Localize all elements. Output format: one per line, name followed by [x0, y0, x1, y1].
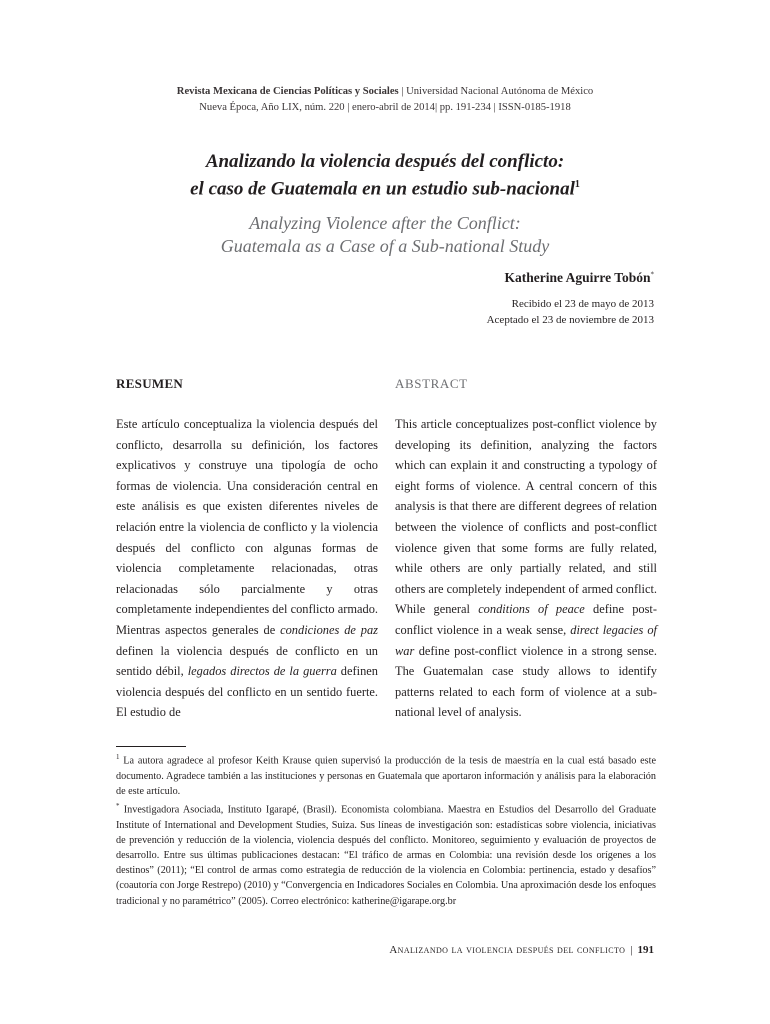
resumen-body: [116, 414, 378, 723]
abstract-italic-1: conditions of peace: [478, 602, 585, 617]
footnotes: [116, 750, 656, 909]
abstract-text-2: define post-conflict violence in a weak sense,: [395, 602, 657, 637]
abstract-text-3: define post-conflict violence in a strong sense. The Guatemalan case study allows to identify patterns related to each form of violence at a sub-national level of analysis.: [395, 643, 657, 720]
author-name: Katherine Aguirre Tobón: [504, 270, 651, 285]
abstract-text-1: This article conceptualizes post-conflict violence by developing its definition, analyzing the factors which can explain it and constructing a typology of eight forms of violence. A central concern of this analysis is that there are different degrees of relation between the violence of conflicts and post-conflict violence given that some forms are fully related, while others are only partially related, and still others are completely independent of armed conflict. While general: [395, 417, 657, 617]
title-spanish-line1: Analizando la violencia después del conflicto:: [205, 151, 565, 172]
accepted-date: Aceptado el 23 de noviembre de 2013: [486, 314, 654, 326]
footnote-1: [116, 750, 656, 799]
received-date: Recibido el 23 de mayo de 2013: [511, 298, 654, 310]
title-footnote-mark: 1: [574, 179, 580, 190]
resumen-heading: RESUMEN: [116, 376, 184, 391]
footnote-2-text: Investigadora Asociada, Instituto Igarapé, (Brasil). Economista colombiana. Maestra en Estudios del Desarrollo del Graduate Institute of International and Development Studies, Suiza. Sus líneas de investigación son: estadísticas sobre violencia, iniciativas de prevención y reducción de la violencia, violencia después del conflicto. Monitoreo, seguimiento y evaluación de proyectos de desarrollo. Entre sus últimas publicaciones destacan: “El tráfico de armas en Colombia: una revisión desde los orígenes a los destinos” (2011); “El control de armas como estrategia de reducción de la violencia en Colombia: pertinencia, estado y desafíos” (coautoría con Jorge Restrepo) (2010) y “Convergencia en Indicadores Sociales en Colombia. Una aproximación desde los enfoques tradicional y no paramétrico” (2005). Correo electrónico: katherine@igarape.org.br: [116, 804, 657, 907]
title-english: [0, 212, 770, 258]
footnote-2: [116, 799, 656, 909]
footer-separator: |: [630, 944, 633, 956]
author: [504, 270, 654, 286]
article-dates: [487, 296, 654, 328]
journal-header: [0, 84, 770, 116]
title-english-line1: Analyzing Violence after the Conflict:: [249, 213, 521, 234]
footnote-2-mark: *: [116, 802, 120, 810]
journal-header-line1: [0, 84, 770, 100]
journal-issue-line: Nueva Época, Año LIX, núm. 220 | enero-abril de 2014| pp. 191-234 | ISSN-0185-1918: [199, 102, 571, 113]
journal-institution: | Universidad Nacional Autónoma de México: [401, 86, 594, 97]
abstract-italic-2: direct legacies of war: [395, 622, 657, 658]
resumen-paragraph: [116, 414, 378, 723]
footnote-divider: [116, 746, 186, 747]
page-number: 191: [637, 944, 654, 956]
running-title: Analizando la violencia después del conflicto: [389, 944, 626, 956]
title-english-line2: Guatemala as a Case of a Sub-national Study: [220, 236, 550, 257]
resumen-italic-1: condiciones de paz: [280, 622, 378, 637]
page-footer: [389, 944, 654, 956]
abstract-paragraph: [395, 414, 657, 723]
author-footnote-mark: *: [650, 270, 654, 279]
resumen-text-2: definen la violencia después de conflicto en un sentido débil,: [116, 643, 378, 679]
abstract-body: [395, 414, 657, 723]
journal-name: Revista Mexicana de Ciencias Políticas y Sociales: [176, 86, 399, 97]
footnote-1-text: La autora agradece al profesor Keith Krause quien supervisó la producción de la tesis de maestría en la cual está basado este documento. Agradece también a las instituciones y personas en Guatemala que aportaron información y análisis para la elaboración de este artículo.: [116, 755, 657, 797]
resumen-text-1: Este artículo conceptualiza la violencia después del conflicto, desarrolla su definición, los factores explicativos y construye una tipología de ocho formas de violencia. Una consideración central en este análisis es que existen diferentes niveles de relación entre la violencia de conflicto y la violencia después del conflicto con algunas formas de violencia completamente relacionadas, otras relacionadas sólo parcialmente y otras completamente independientes del conflicto armado. Mientras aspectos generales de: [116, 417, 378, 637]
title-spanish: [0, 150, 770, 200]
abstract-heading: ABSTRACT: [395, 376, 468, 391]
resumen-italic-2: legados directos de la guerra: [187, 664, 337, 679]
title-spanish-line2: el caso de Guatemala en un estudio sub-nacional: [190, 178, 575, 200]
resumen-text-3: definen violencia después del conflicto en un sentido fuerte. El estudio de: [116, 664, 378, 720]
footnote-1-mark: 1: [116, 753, 120, 761]
title-block: [0, 150, 770, 258]
